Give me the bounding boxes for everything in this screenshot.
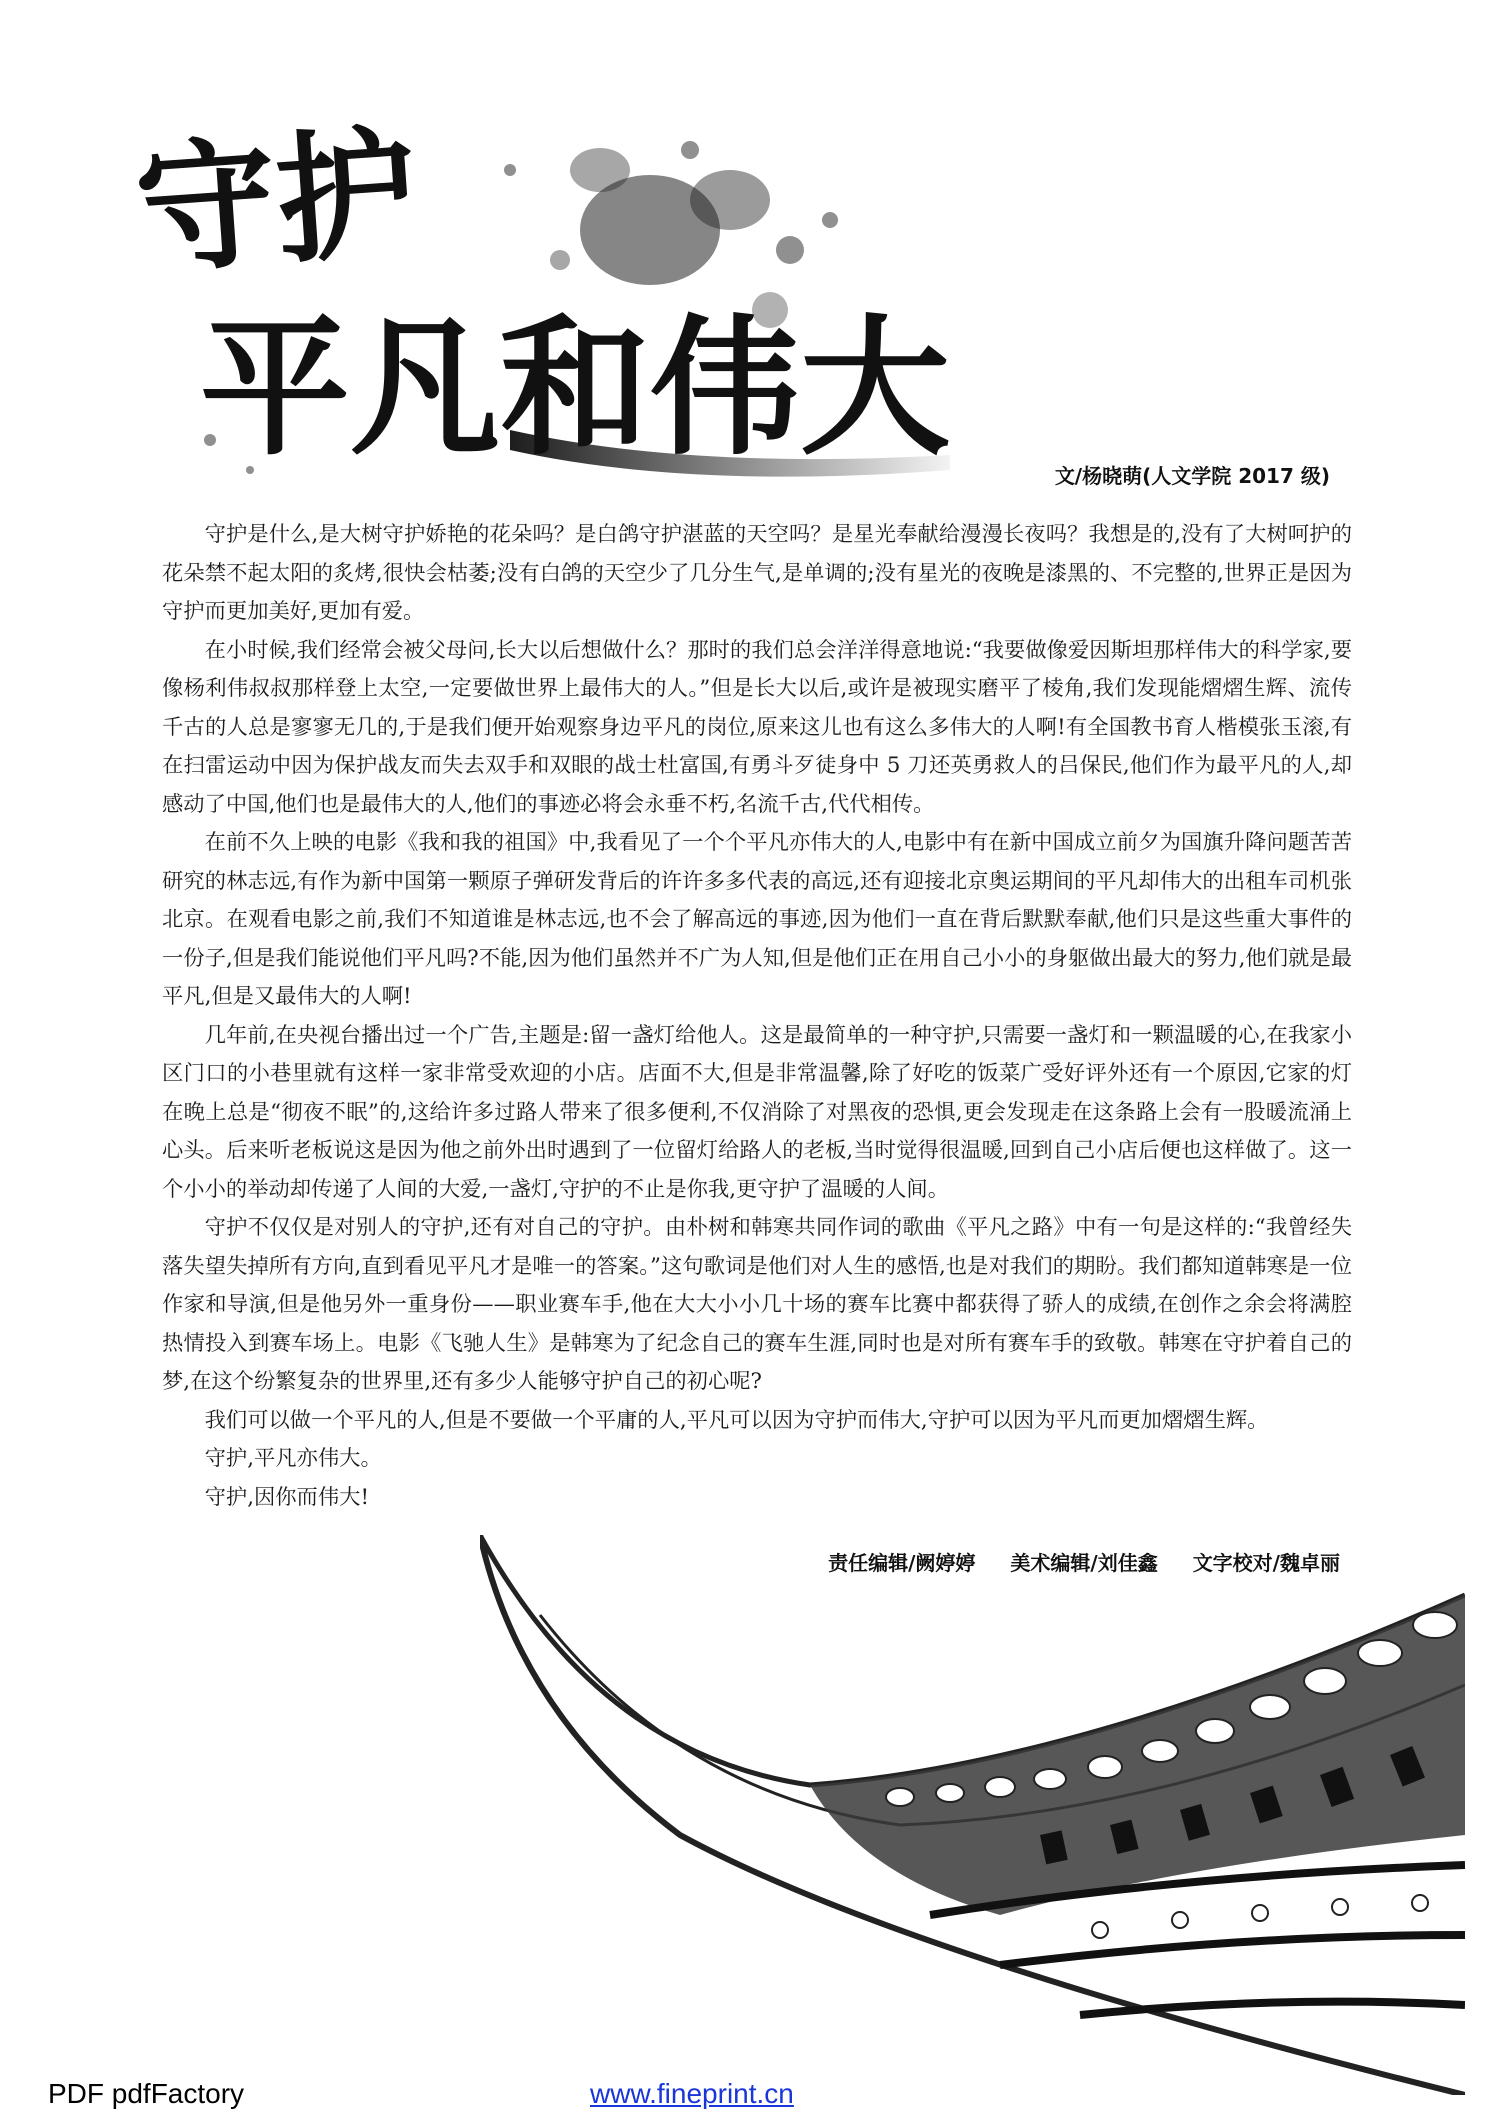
fineprint-link[interactable]: www.fineprint.cn — [590, 2078, 794, 2109]
editorial-credits — [800, 1547, 1340, 1576]
paragraph: 几年前,在央视台播出过一个广告,主题是:留一盏灯给他人。这是最简单的一种守护,只需要一盏灯和一颗温暖的心,在我家小区门口的小巷里就有这样一家非常受欢迎的小店。店面不大,但是非常温馨,除了好吃的饭菜广受好评外还有一个原因,它家的灯在晚上总是“彻夜不眠”的,这给许多过路人带来了很多便利,不仅消除了对黑夜的恐惧,更会发现走在这条路上会有一股暖流涌上心头。后来听老板说这是因为他之前外出时遇到了一位留灯给路人的老板,当时觉得很温暖,回到自己小店后便也这样做了。这一个小小的举动却传递了人间的大爱,一盏灯,守护的不止是你我,更守护了温暖的人间。 — [162, 1022, 1352, 1202]
paragraph: 守护是什么,是大树守护娇艳的花朵吗？是白鸽守护湛蓝的天空吗？是星光奉献给漫漫长夜吗？我想是的,没有了大树呵护的花朵禁不起太阳的炙烤,很快会枯萎;没有白鸽的天空少了几分生气,是单调的;没有星光的夜晚是漆黑的、不完整的,世界正是因为守护而更加美好,更加有爱。 — [162, 522, 1352, 624]
title-calligraphy — [130, 110, 950, 490]
roof-eave-illustration — [480, 1535, 1465, 2095]
pdf-factory-watermark: PDF pdfFactory — [48, 2078, 245, 2109]
paragraph: 守护不仅仅是对别人的守护,还有对自己的守护。由朴树和韩寒共同作词的歌曲《平凡之路》中有一句是这样的:“我曾经失落失望失掉所有方向,直到看见平凡才是唯一的答案。”这句歌词是他们对人生的感悟,也是对我们的期盼。我们都知道韩寒是一位作家和导演,但是他另外一重身份——职业赛车手,他在大大小小几十场的赛车比赛中都获得了骄人的成绩,在创作之余会将满腔热情投入到赛车场上。电影《飞驰人生》是韩寒为了纪念自己的赛车生涯,同时也是对所有赛车手的致敬。韩寒在守护着自己的梦,在这个纷繁复杂的世界里,还有多少人能够守护自己的初心呢? — [162, 1215, 1352, 1394]
article-byline: 文/杨晓萌(人文学院 2017 级) — [1054, 464, 1330, 488]
paragraph: 我们可以做一个平凡的人,但是不要做一个平庸的人,平凡可以因为守护而伟大,守护可以因为平凡而更加熠熠生辉。 — [204, 1407, 1269, 1433]
credit-art-editor: 美术编辑/刘佳鑫 — [1010, 1551, 1158, 1575]
article-body — [162, 516, 1352, 1517]
paragraph: 守护,因你而伟大! — [204, 1484, 370, 1510]
paragraph: 在小时候,我们经常会被父母问,长大以后想做什么？那时的我们总会洋洋得意地说:“我要做像爱因斯坦那样伟大的科学家,要像杨利伟叔叔那样登上太空,一定要做世界上最伟大的人。”但是长大以后,或许是被现实磨平了棱角,我们发现能熠熠生辉、流传千古的人总是寥寥无几的,于是我们便开始观察身边平凡的岗位,原来这儿也有这么多伟大的人啊!有全国教书育人楷模张玉滚,有在扫雷运动中因为保护战友而失去双手和双眼的战士杜富国,有勇斗歹徒身中 5 刀还英勇救人的吕保民,他们作为最平凡的人,却感动了中国,他们也是最伟大的人,他们的事迹必将会永垂不朽,名流千古,代代相传。 — [162, 637, 1352, 817]
title-line-1: 守护 — [130, 110, 422, 294]
credit-editor: 责任编辑/阙婷婷 — [828, 1551, 976, 1575]
paragraph: 在前不久上映的电影《我和我的祖国》中,我看见了一个个平凡亦伟大的人,电影中有在新中国成立前夕为国旗升降问题苦苦研究的林志远,有作为新中国第一颗原子弹研发背后的许许多多代表的高远,还有迎接北京奥运期间的平凡却伟大的出租车司机张北京。在观看电影之前,我们不知道谁是林志远,也不会了解高远的事迹,因为他们一直在背后默默奉献,他们只是这些重大事件的一份子,但是我们能说他们平凡吗?不能,因为他们虽然并不广为人知,但是他们正在用自己小小的身躯做出最大的努力,他们就是最平凡,但是又最伟大的人啊! — [162, 830, 1352, 1009]
paragraph: 守护,平凡亦伟大。 — [204, 1446, 382, 1471]
title-line-2: 平凡和伟大 — [200, 300, 950, 476]
credit-proofreader: 文字校对/魏卓丽 — [1192, 1551, 1340, 1575]
